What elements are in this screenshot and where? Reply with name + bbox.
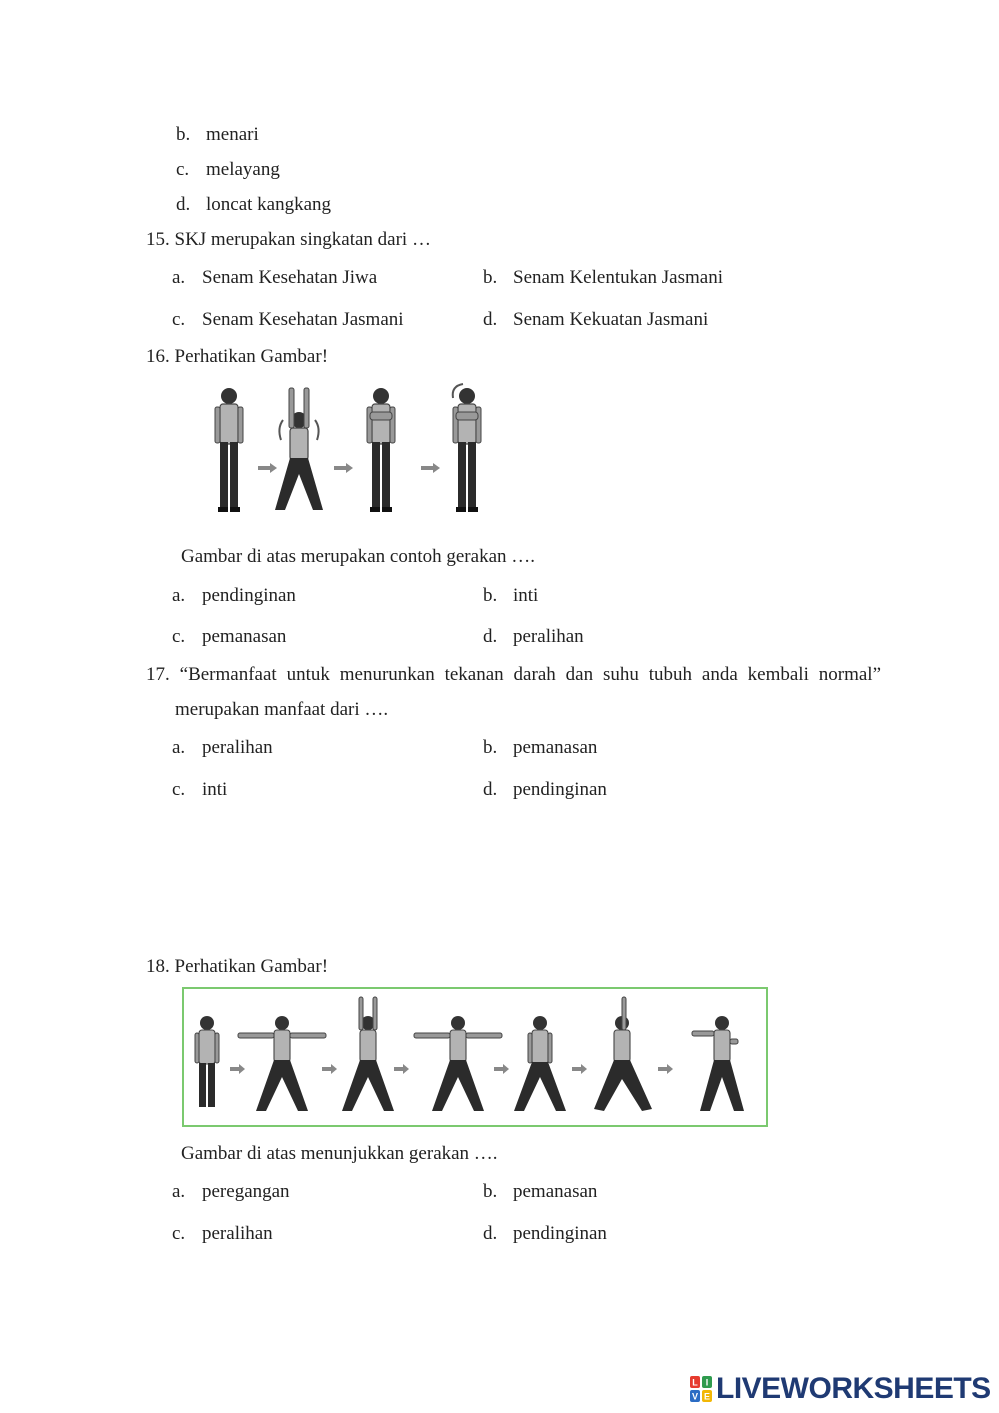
q18-option-b[interactable]: b. pemanasan	[483, 1181, 598, 1202]
q16-option-d[interactable]: d. peralihan	[483, 626, 584, 647]
svg-text:V: V	[691, 1391, 699, 1402]
q15-option-c[interactable]: c. Senam Kesehatan Jasmani	[172, 309, 404, 330]
q15-question: 15. SKJ merupakan singkatan dari …	[146, 229, 431, 250]
liveworksheets-wordmark: LIVEWORKSHEETS	[716, 1372, 991, 1405]
q15-option-b[interactable]: b. Senam Kelentukan Jasmani	[483, 267, 724, 288]
q16-figure-2	[275, 388, 323, 510]
liveworksheets-brand[interactable]	[690, 1374, 991, 1404]
q16-option-c[interactable]: c. pemanasan	[172, 626, 287, 647]
q16-question: 16. Perhatikan Gambar!	[146, 346, 329, 367]
q18-option-d[interactable]: d. pendinginan	[483, 1223, 607, 1244]
q15-option-a[interactable]: a. Senam Kesehatan Jiwa	[172, 267, 378, 288]
q17-option-a[interactable]: a. peralihan	[172, 737, 273, 758]
q17-option-d[interactable]: d. pendinginan	[483, 779, 607, 800]
q14-option-d[interactable]: d. loncat kangkang	[176, 194, 332, 215]
q16-option-b[interactable]: b. inti	[483, 585, 539, 606]
q17-option-c[interactable]: c. inti	[172, 779, 228, 800]
q17-option-b[interactable]: b. pemanasan	[483, 737, 598, 758]
q18-question: 18. Perhatikan Gambar!	[146, 956, 329, 977]
liveworksheets-logo-icon	[690, 1376, 712, 1402]
q18-option-c[interactable]: c. peralihan	[172, 1223, 273, 1244]
svg-text:L: L	[692, 1377, 698, 1388]
q16-figure-3	[367, 388, 395, 512]
q18-exercise-figure	[182, 987, 768, 1127]
q14-option-c[interactable]: c. melayang	[176, 159, 280, 180]
q16-option-a[interactable]: a. pendinginan	[172, 585, 296, 606]
q18-caption: Gambar di atas menunjukkan gerakan ….	[181, 1143, 498, 1164]
q16-figure-1	[215, 388, 243, 512]
q16-caption: Gambar di atas merupakan contoh gerakan ….	[181, 546, 536, 567]
q17-question-line2: merupakan manfaat dari ….	[175, 699, 389, 720]
q14-option-b[interactable]: b. menari	[176, 124, 259, 145]
q15-option-d[interactable]: d. Senam Kekuatan Jasmani	[483, 309, 709, 330]
q16-figure-4	[453, 384, 481, 512]
q18-option-a[interactable]: a. peregangan	[172, 1181, 290, 1202]
q17-question-line1: 17. “Bermanfaat untuk menurunkan tekanan darah dan suhu tubuh anda kembali normal”	[146, 664, 881, 685]
svg-text:E: E	[703, 1391, 711, 1402]
q16-exercise-figure	[193, 382, 513, 527]
svg-text:I: I	[705, 1377, 709, 1388]
